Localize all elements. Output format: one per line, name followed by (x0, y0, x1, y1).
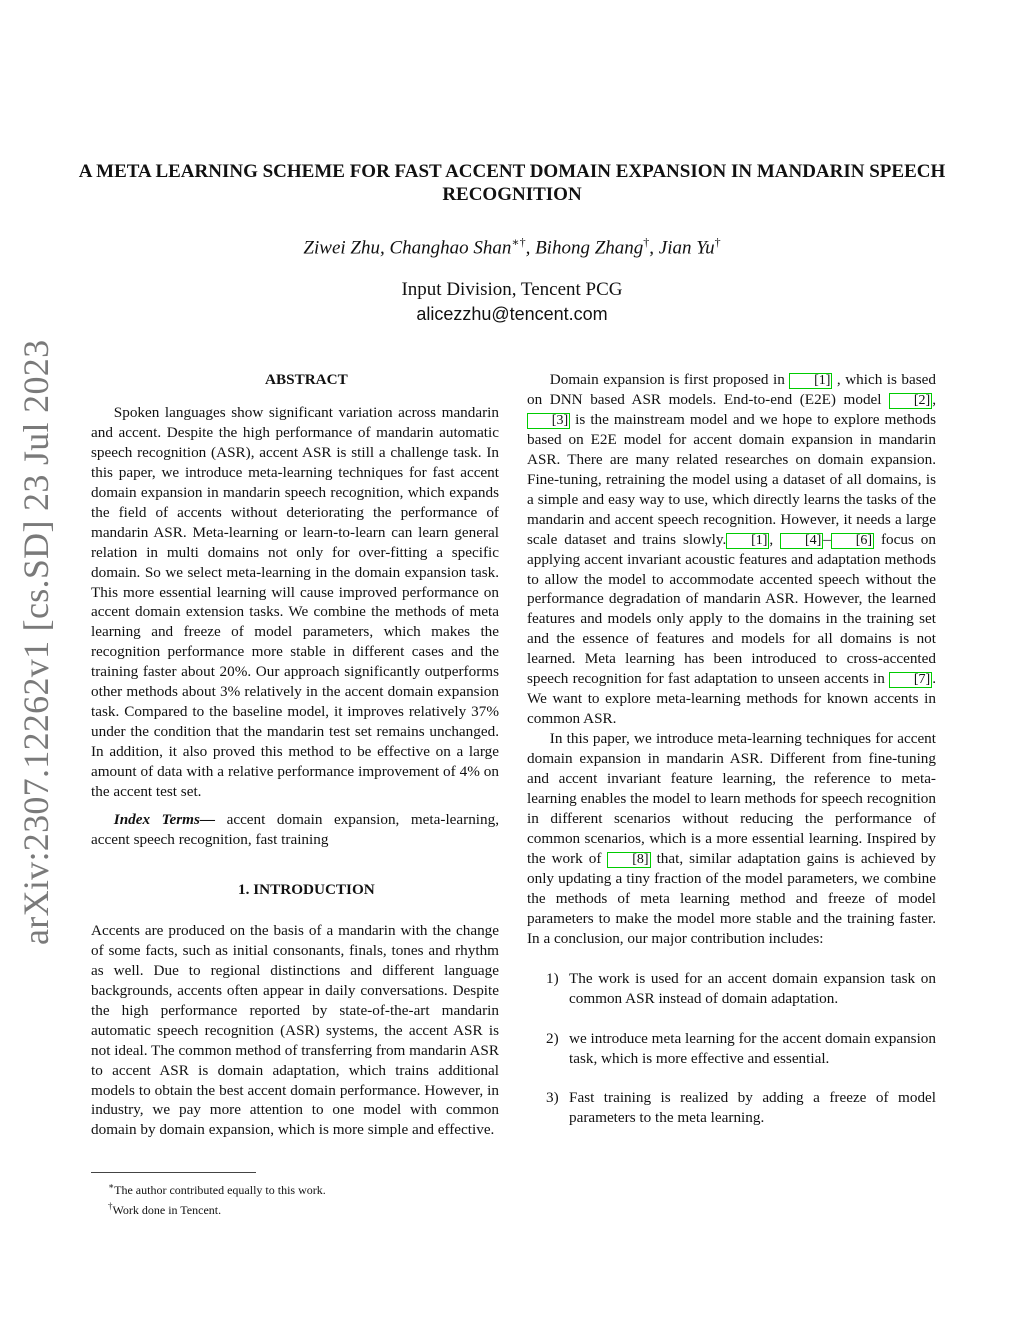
intro-paragraph-3: In this paper, we introduce meta-learning techniques for accent domain expansion in mandarin ASR. Different from fine-tuning and accent invariant feature learning, the reference to meta-learning enables the model to learn methods for speech recognition in different scenarios without reducing the performance of common scenarios, which is a more essential learning. Inspired by the work of [8] that, similar adaptation gains is achieved by only updating a tiny fraction of the model parameters, we combine the methods of meta learning method and freeze of model parameters to make the model more stable and the training faster. In a conclusion, our major contribution includes: (527, 730, 936, 947)
contribution-list (527, 969, 936, 1129)
index-terms (91, 810, 499, 850)
list-number: 1) (546, 969, 559, 987)
affiliation: Input Division, Tencent PCG (401, 279, 623, 300)
list-number: 3) (546, 1089, 559, 1107)
left-column (91, 370, 499, 1140)
footnote-divider (91, 1172, 256, 1173)
author-name: Jian Yu (658, 237, 715, 259)
index-terms-text: accent domain expansion, meta-learning, accent speech recognition, fast training (91, 811, 500, 848)
affiliation-block (60, 278, 964, 326)
intro-paragraph-1: Accents are produced on the basis of a mandarin with the change of some facts, such as initial consonants, finals, tones and rhythm as well. Due to regional distinctions and different language backgrounds, accents often appear in daily conversations. Despite the high performance reported by state-of-the-art mandarin automatic speech recognition (ASR) systems, the accent ASR is not ideal. The common method of transferring from mandarin ASR to accent ASR is domain adaptation, which trains additional models to obtain the best accent domain performance. However, in industry, we pay more attention to one model with common domain by domain expansion, which is more simple and effective. (91, 921, 500, 1139)
author-mark: † (643, 235, 650, 249)
arxiv-identifier: arXiv:2307.12262v1 [cs.SD] 23 Jul 2023 (16, 339, 56, 945)
citation-link[interactable]: [1] (789, 373, 832, 389)
intro-paragraph-2: Domain expansion is first proposed in [1] , which is based on DNN based ASR models. End-to-end (E2E) model [2] , [3] is the mainstream model and we hope to explore methods based on E2E model for accent domain expansion in mandarin ASR. There are many related researches on domain expansion. Fine-tuning, retraining the model using a dataset of all domains, is a simple and easy way to use, which directly learns the tasks of the mandarin and accent speech recognition. However, it needs a large scale dataset and trains slowly. [1] , [4] – [6] focus on applying accent invariant acoustic features and adaptation methods to allow the model to accommodate accented speech without the performance degradation of mandarin ASR. However, the learned features and models only apply to the domains in the training set and the essence of features and models for all domains is not learned. Meta learning has been introduced to cross-accented speech recognition for fast adaptation to unseen accents in [7] . We want to explore meta-learning methods for known accents in common ASR. (527, 371, 936, 728)
list-item (527, 1029, 936, 1069)
author-name: Changhao Shan (389, 237, 512, 259)
citation-link[interactable]: [2] (889, 393, 932, 409)
author-name: Ziwei Zhu (303, 237, 380, 259)
citation-link[interactable]: [7] (889, 672, 932, 688)
footnote: †Work done in Tencent. (108, 1201, 222, 1217)
list-item (527, 1088, 936, 1128)
footnote: ∗The author contributed equally to this work. (108, 1181, 326, 1197)
footnotes (108, 1178, 508, 1218)
list-number: 2) (546, 1029, 559, 1047)
list-text: The work is used for an accent domain expansion task on common ASR instead of domain adaptation. (569, 969, 936, 1007)
citation-link[interactable]: [8] (607, 852, 650, 868)
author-email: alicezzhu@tencent.com (416, 304, 608, 324)
author-list: Ziwei Zhu, Changhao Shan∗†, Bihong Zhang†, Jian Yu† (303, 235, 721, 259)
index-terms-label: Index Terms— (113, 811, 216, 829)
citation-link[interactable]: [3] (527, 413, 570, 429)
paper-title: A META LEARNING SCHEME FOR FAST ACCENT DOMAIN EXPANSION IN MANDARIN SPEECH RECOGNITION (78, 161, 946, 205)
list-text: Fast training is realized by adding a freeze of model parameters to the meta learning. (569, 1089, 936, 1127)
author-mark: ∗† (511, 235, 526, 249)
abstract-text: Spoken languages show significant variation across mandarin and accent. Despite the high performance of mandarin automatic speech recognition (ASR), accent ASR is still a challenge task. In this paper, we introduce meta-learning techniques for fast accent domain expansion in mandarin speech recognition, which expands the field of accents without deteriorating the performance of mandarin ASR. Meta-learning or learn-to-learn can learn general relation in multi domains not only for over-fitting a specific domain. So we select meta-learning in the domain expansion task. This more essential learning will cause improved performance on accent domain extension tasks. We combine the methods of meta learning and freeze of model parameters, which makes the recognition performance more stable in different cases and the training faster about 20%. Our approach significantly outperforms other methods about 3% relatively in the accent domain expansion task. Compared to the baseline model, it improves relatively 37% under the condition that the mandarin test set remains unchanged. In addition, it also proved this method to be effective on a large amount of data with a relative performance improvement of 4% on the accent test set. (91, 403, 499, 801)
author-mark: † (714, 235, 721, 249)
citation-link[interactable]: [6] (831, 533, 874, 549)
list-text: we introduce meta learning for the accent domain expansion task, which is more effective and essential. (569, 1029, 936, 1067)
intro-heading: 1. INTRODUCTION (238, 880, 375, 898)
citation-link[interactable]: [4] (780, 533, 823, 549)
author-name: Bihong Zhang (535, 237, 644, 259)
list-item (527, 969, 936, 1009)
abstract-heading: ABSTRACT (265, 371, 348, 388)
citation-link[interactable]: [1] (726, 533, 769, 549)
right-column (527, 370, 936, 1128)
